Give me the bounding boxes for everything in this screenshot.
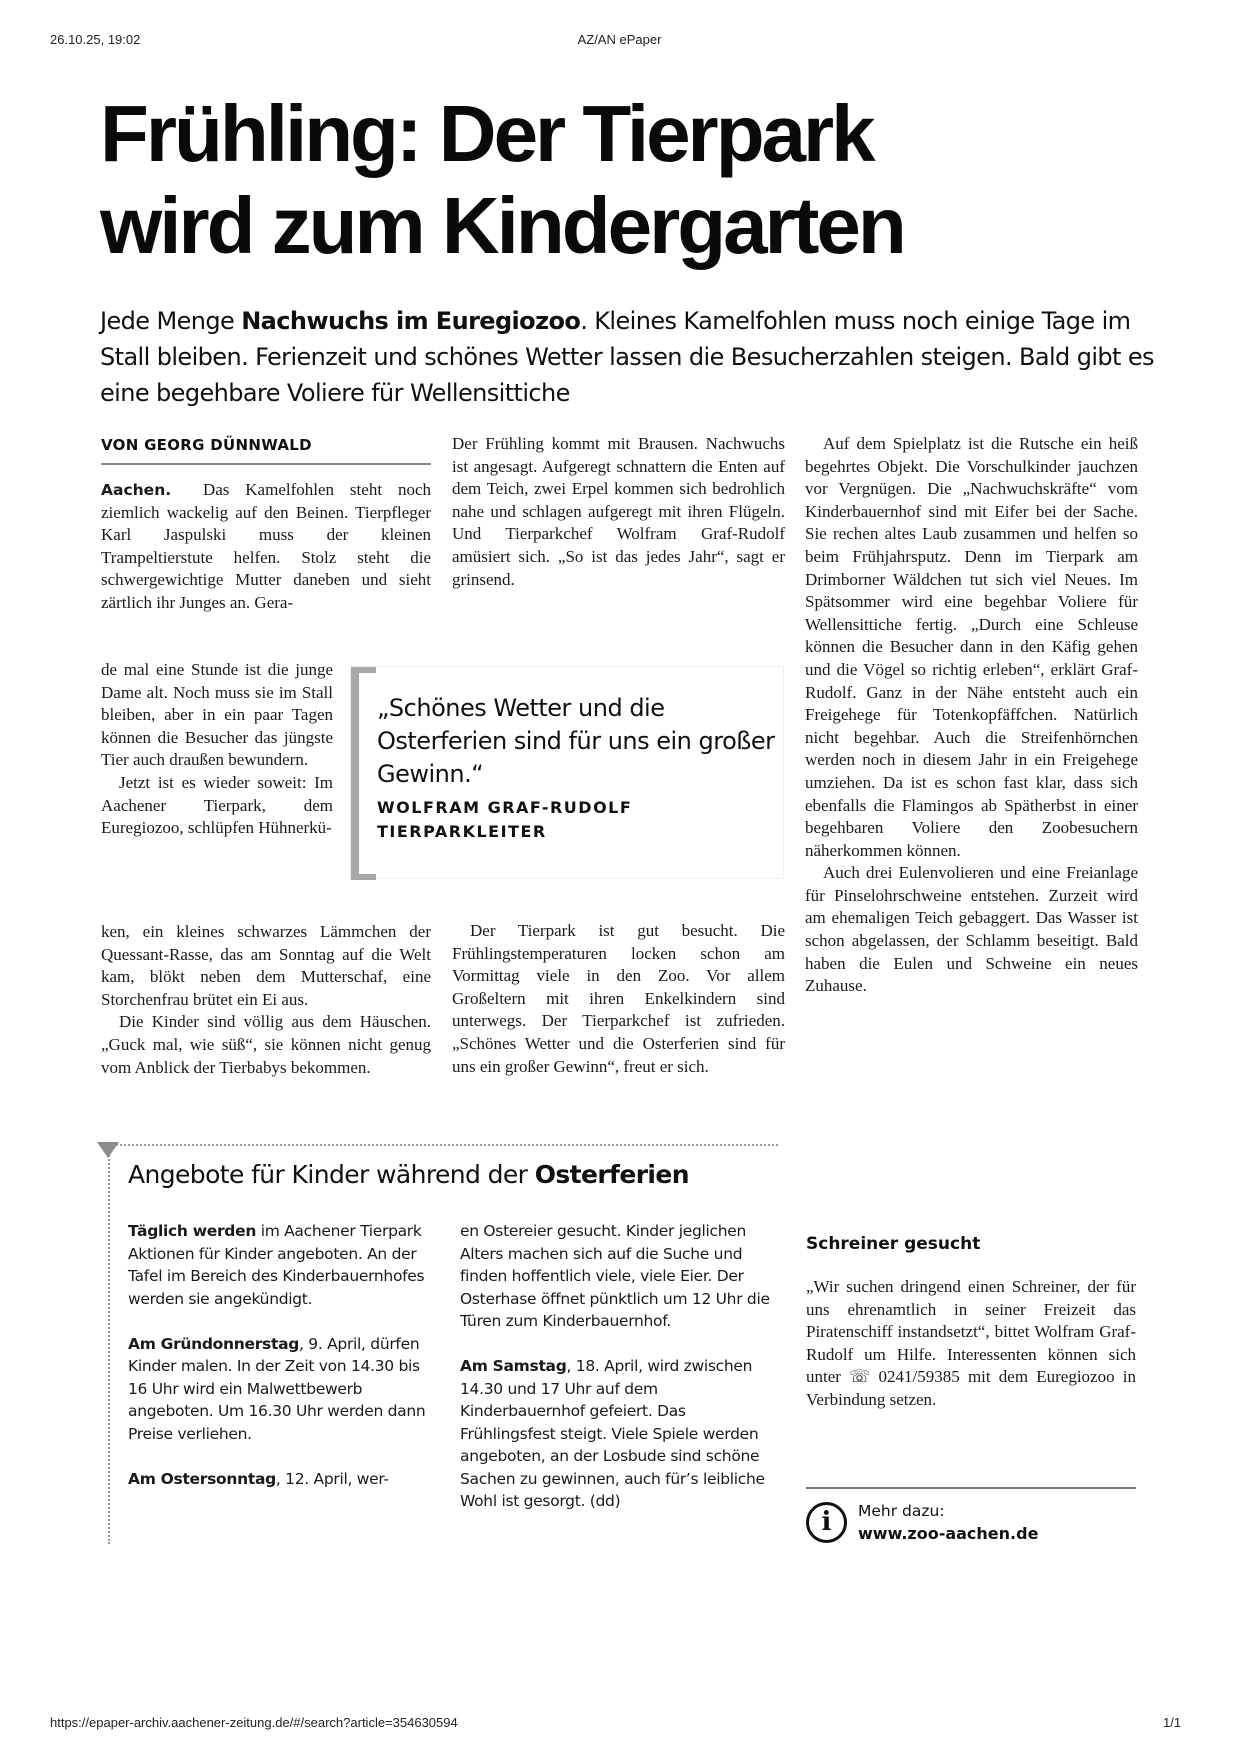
dateline: Aachen. bbox=[101, 481, 172, 499]
box-item-text: im Aachener Tierpark Aktionen für Kinder angeboten. An der Tafel im Bereich des Kinderbauernhofes werden sie angekündigt. bbox=[128, 1222, 425, 1308]
col1-paragraph-2: Jetzt ist es wieder soweit: Im Aachener Tierpark, dem Euregiozoo, schlüpfen Hühnerkü- bbox=[101, 772, 333, 838]
col3-paragraph-1: Auf dem Spielplatz ist die Rutsche ein heiß begehrtes Objekt. Die Vorschulkinder jauchzen vor Vergnügen. Die „Nachwuchskräfte“ vom Kinderbauernhof sind mit Eifer bei der Sache. Sie rechen altes Laub zusammen und helfen so beim Frühjahrsputz. Denn im Tierpark am Drimborner Wäldchen tut sich viel Neues. Im Spätsommer wird eine begehbar Voliere für Wellensittiche fertig. „Durch eine Schleuse können die Besucher dann in den Käfig gehen und die Vögel so richtig erleben“, erklärt Graf-Rudolf. Ganz in der Nähe entsteht auch ein Freigehege für Totenkopfäffchen. Natürlich nicht begehbar. Auch die Streifenhörnchen werden noch in diesem Jahr in ein Freigehege umziehen. Da ist es schon fast klar, dass sich ebenfalls die Flamingos ab Spätherbst in einer begehbaren Voliere den Zoobesuchern näherkommen können. bbox=[805, 434, 1138, 860]
column-2-top bbox=[452, 433, 785, 591]
box-column-2 bbox=[460, 1220, 780, 1535]
byline: VON GEORG DÜNNWALD bbox=[101, 436, 431, 465]
headline-line-2: wird zum Kindergarten bbox=[100, 181, 904, 270]
box-column-1 bbox=[128, 1220, 433, 1513]
pull-quote bbox=[350, 666, 784, 879]
info-icon: i bbox=[806, 1502, 847, 1543]
col2-paragraph-2: Der Tierpark ist gut besucht. Die Frühlingstemperaturen locken schon am Vormittag viele in den Zoo. Vor allem Großeltern mit ihren Enkelkindern sind unterwegs. Der Tierparkchef ist zufrieden. „Schönes Wetter und die Osterferien sind für uns ein großer Gewinn“, freut er sich. bbox=[452, 921, 785, 1076]
box-item-lead: Am Gründonnerstag bbox=[128, 1334, 300, 1353]
print-footer-page-number: 1/1 bbox=[1163, 1715, 1182, 1730]
quote-bracket-decoration bbox=[351, 667, 376, 880]
box-item bbox=[128, 1220, 433, 1310]
subsection-body bbox=[806, 1276, 1136, 1412]
deck-text-after: . Kleines Kamelfohlen muss noch einige Tage im Stall bleiben. Ferienzeit und schönes Wetter lassen die Besucherzahlen steigen. Bald gibt es eine begehbare Voliere für Wellensittiche bbox=[100, 307, 1154, 407]
more-info-link[interactable]: www.zoo-aachen.de bbox=[858, 1524, 1039, 1543]
col1-paragraph-2-cont: ken, ein kleines schwarzes Lämmchen der Quessant-Rasse, das am Sonntag auf die Welt kam, blökt neben dem Mutterschaf, eine Storchenfrau brütet ein Ei aus. bbox=[101, 922, 431, 1009]
box-item-text: , 18. April, wird zwischen 14.30 und 17 Uhr auf dem Kinderbauernhof gefeiert. Das Frühlingsfest steigt. Viele Spiele werden angeboten, an der Losbude sind schöne Sachen zu gewinnen, auch für’s leibliche Wohl ist gesorgt. (dd) bbox=[460, 1357, 765, 1510]
column-3 bbox=[805, 433, 1138, 998]
column-2-bottom bbox=[452, 920, 785, 1078]
more-info-label: Mehr dazu: bbox=[858, 1502, 945, 1520]
col2-paragraph-1: Der Frühling kommt mit Brausen. Nachwuchs ist angesagt. Aufgeregt schnattern die Enten auf dem Teich, zwei Erpel kommen sich bedrohlich nahe und schlagen aufgeregt mit ihren Flügeln. Und Tierparkchef Wolfram Graf-Rudolf amüsiert sich. „So ist das jedes Jahr“, sagt er grinsend. bbox=[452, 434, 785, 589]
box-item-lead: Täglich werden bbox=[128, 1222, 257, 1240]
box-item bbox=[128, 1333, 433, 1446]
col3-paragraph-2: Auch drei Eulenvolieren und eine Freianlage für Pinselohrschweine entstehen. Zurzeit wird am ehemaligen Teich gebaggert. Das Wasser ist schon abgelassen, der Schlamm beseitigt. Bald haben die Eulen und Schweine ein neues Zuhause. bbox=[805, 863, 1138, 996]
article-deck bbox=[100, 303, 1160, 411]
pull-quote-author-role: TIERPARKLEITER bbox=[377, 822, 547, 841]
box-item-lead: Am Ostersonntag bbox=[128, 1469, 276, 1488]
pull-quote-text: „Schönes Wetter und die Osterferien sind für uns ein großer Gewinn.“ bbox=[377, 694, 775, 788]
col1-paragraph-1: Das Kamelfohlen steht noch ziemlich wackelig auf den Beinen. Tierpfleger Karl Jaspulski muss der kleinen Trampeltierstute helfen. Stolz steht die schwergewichtige Mutter daneben und sieht zärtlich ihr Junges an. Gera- bbox=[101, 480, 431, 612]
column-1-bottom bbox=[101, 921, 431, 1079]
subsection-heading: Schreiner gesucht bbox=[806, 1234, 981, 1254]
box-title bbox=[128, 1160, 689, 1189]
column-1-middle bbox=[101, 659, 333, 840]
print-footer-url[interactable]: https://epaper-archiv.aachener-zeitung.de/#/search?article=354630594 bbox=[50, 1715, 458, 1730]
box-item bbox=[128, 1468, 433, 1491]
box-item bbox=[460, 1355, 780, 1513]
box-item-text-cont: en Ostereier gesucht. Kinder jeglichen Alters machen sich auf die Suche und finden hoffentlich viele, viele Eier. Der Osterhase öffnet pünktlich um 12 Uhr die Türen zum Kinderbauernhof. bbox=[460, 1222, 770, 1330]
box-title-bold: Osterferien bbox=[534, 1160, 689, 1189]
deck-text-before: Jede Menge bbox=[100, 307, 242, 335]
subsection-text: „Wir suchen dringend einen Schreiner, der für uns ehrenamtlich in seiner Freizeit das Piratenschiff instandsetzt“, bittet Wolfram Graf-Rudolf um Hilfe. Interessenten können sich unter ☏ 0241/59385 mit dem Euregiozoo in Verbindung setzen. bbox=[806, 1277, 1136, 1409]
col1-paragraph-3: Die Kinder sind völlig aus dem Häuschen. „Guck mal, wie süß“, sie können nicht genug vom Anblick der Tierbabys bekommen. bbox=[101, 1012, 431, 1077]
pull-quote-attribution bbox=[377, 796, 632, 844]
pull-quote-author-name: WOLFRAM GRAF-RUDOLF bbox=[377, 798, 633, 817]
column-1-top bbox=[101, 479, 431, 615]
box-item-text-start: , 12. April, wer- bbox=[275, 1469, 389, 1488]
headline bbox=[100, 88, 1100, 272]
divider bbox=[806, 1487, 1136, 1489]
box-item-lead: Am Samstag bbox=[460, 1357, 567, 1375]
print-header-datetime: 26.10.25, 19:02 bbox=[50, 32, 141, 47]
col1-paragraph-1-cont: de mal eine Stunde ist die junge Dame alt. Noch muss sie im Stall bleiben, aber in ein paar Tagen können die Besucher das jüngste Tier auch draußen bewundern. bbox=[101, 660, 333, 770]
deck-text-bold: Nachwuchs im Euregiozoo bbox=[241, 307, 581, 335]
box-title-regular: Angebote für Kinder während der bbox=[128, 1160, 535, 1189]
box-item-text: , 9. April, dürfen Kinder malen. In der Zeit von 14.30 bis 16 Uhr wird ein Malwettbewerb angeboten. Um 16.30 Uhr werden dann Preise verliehen. bbox=[128, 1334, 426, 1443]
print-header-title: AZ/AN ePaper bbox=[577, 32, 662, 47]
box-triangle-marker-icon bbox=[97, 1142, 119, 1158]
box-item-cont bbox=[460, 1220, 780, 1333]
headline-line-1: Frühling: Der Tierpark bbox=[100, 89, 873, 178]
